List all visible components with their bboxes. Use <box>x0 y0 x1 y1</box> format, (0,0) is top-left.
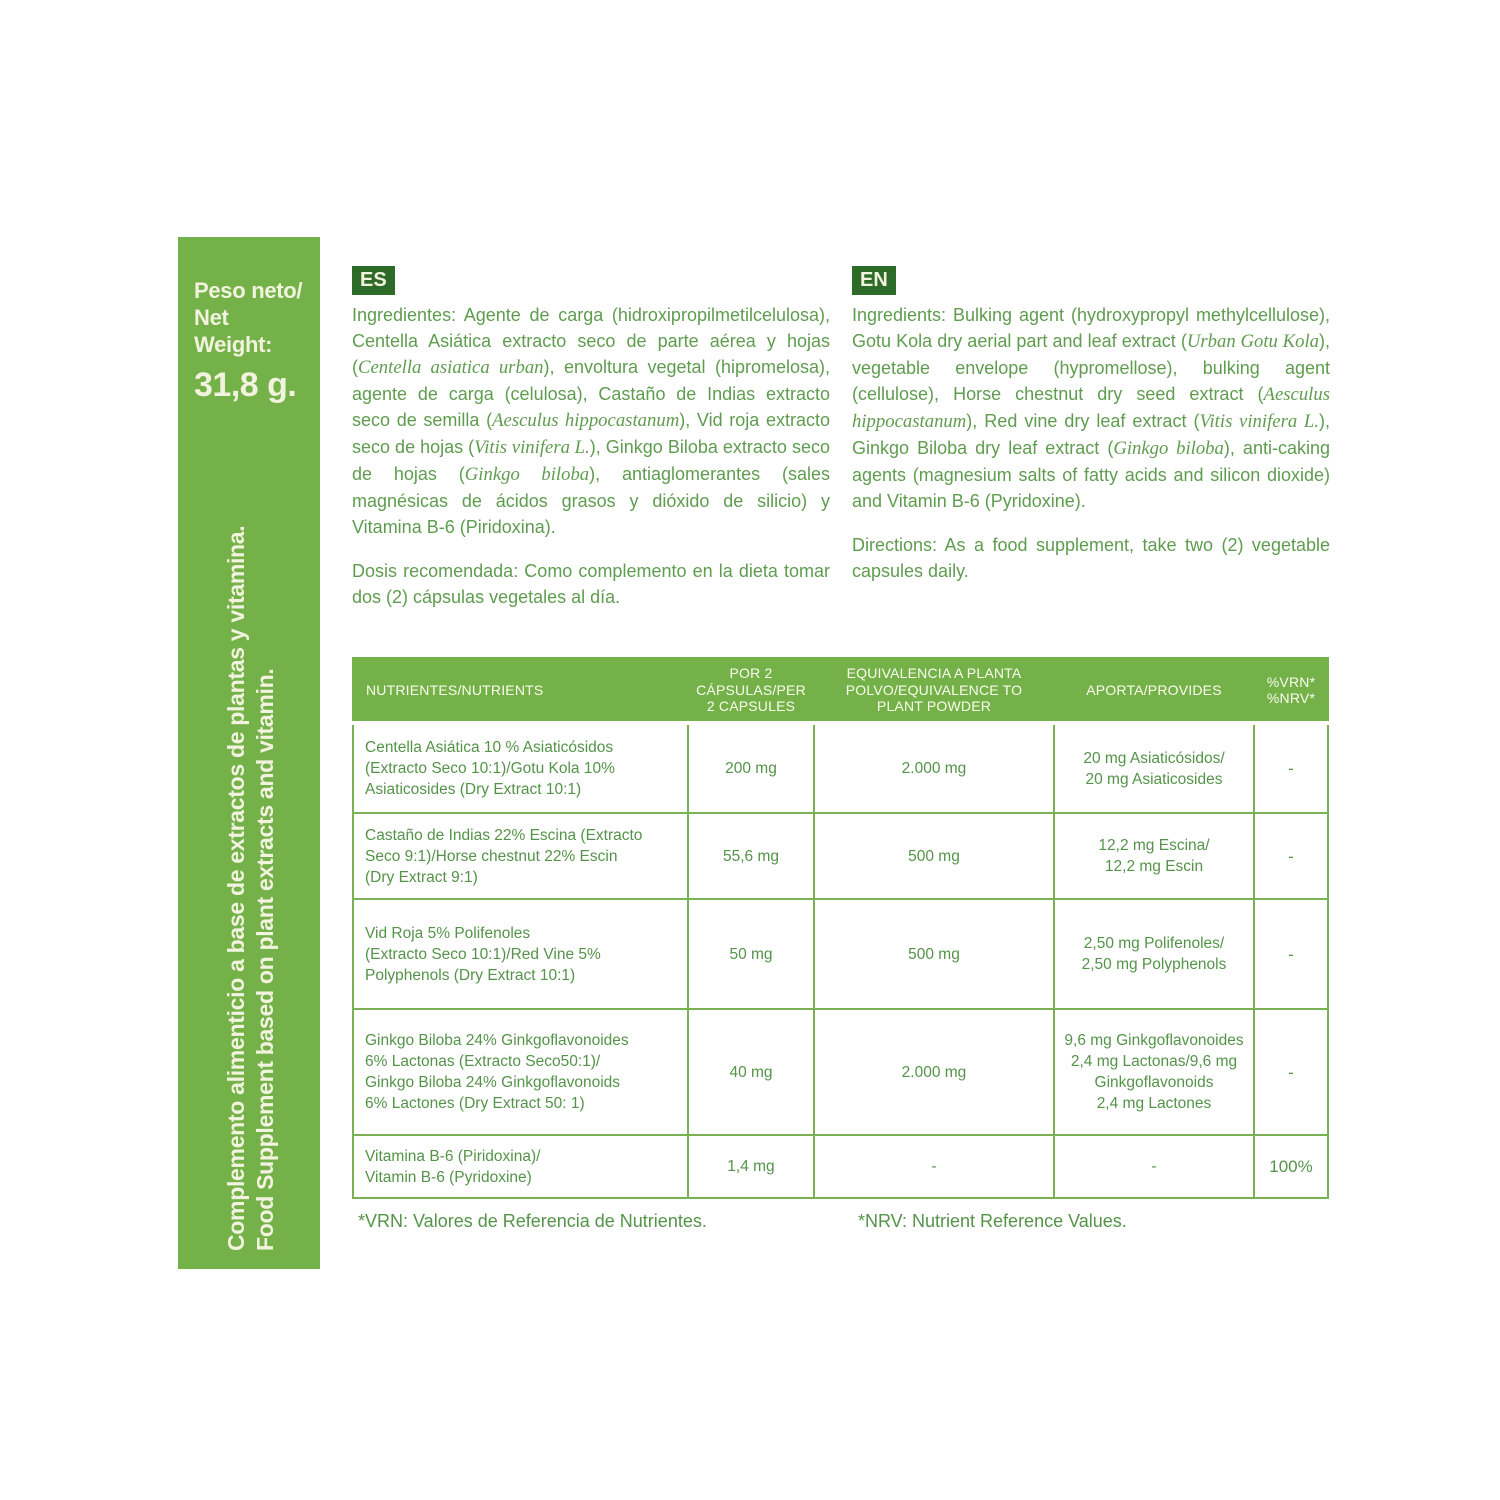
nrv-cell: - <box>1254 1009 1328 1135</box>
nrv-cell: - <box>1254 899 1328 1009</box>
latin-name-italic: Aesculus hippocastanum <box>492 410 680 431</box>
plant-powder-equivalence-cell: 2.000 mg <box>814 723 1054 813</box>
plant-powder-equivalence-cell: 500 mg <box>814 899 1054 1009</box>
directions-paragraph-en: Directions: As a food supplement, take two (2) vegetable capsules daily. <box>852 535 1330 581</box>
latin-name-italic: Vitis vinifera L. <box>1199 411 1319 432</box>
table-row <box>353 723 1328 813</box>
text-segment: ), anti-caking agents (magnesium salts of fatty acids and silicon dioxide) and Vitamin B-6 (Pyridoxine). <box>852 438 1330 511</box>
provides-cell: 12,2 mg Escina/ 12,2 mg Escin <box>1054 813 1254 899</box>
provides-cell: 2,50 mg Polifenoles/ 2,50 mg Polyphenols <box>1054 899 1254 1009</box>
footnote-vrn: *VRN: Valores de Referencia de Nutrientes. <box>358 1211 707 1231</box>
column-header: POR 2 CÁPSULAS/PER 2 CAPSULES <box>688 658 814 723</box>
column-header: APORTA/PROVIDES <box>1054 658 1254 723</box>
text-segment: ), Vid roja extracto seco de hojas ( <box>352 410 831 457</box>
nutrients-table-head <box>353 658 1328 723</box>
per-2-capsules-cell: 200 mg <box>688 723 814 813</box>
net-weight-label: Peso neto/ Net Weight: <box>194 278 303 357</box>
provides-cell: - <box>1054 1135 1254 1198</box>
english-column <box>852 266 1330 584</box>
header-row <box>353 658 1328 723</box>
latin-name-italic: Centella asiatica urban <box>358 357 544 378</box>
text-segment: ), Ginkgo Biloba extracto seco de hojas ( <box>352 437 830 484</box>
name-cell: Centella Asiática 10 % Asiaticósidos (Extracto Seco 10:1)/Gotu Kola 10% Asiaticosides (Dry Extract 10:1) <box>353 723 688 813</box>
sidebar <box>178 237 320 1269</box>
net-weight-value: 31,8 g. <box>194 366 297 404</box>
text-segment: ), envoltura vegetal (hipromelosa), agente de carga (celulosa), Castaño de Indias extracto seco de semilla ( <box>352 357 830 430</box>
plant-powder-equivalence-cell: 500 mg <box>814 813 1054 899</box>
language-badge-en: EN <box>852 266 896 295</box>
provides-cell: 9,6 mg Ginkgoflavonoides 2,4 mg Lactonas/9,6 mg Ginkgoflavonoids 2,4 mg Lactones <box>1054 1009 1254 1135</box>
nrv-cell: - <box>1254 813 1328 899</box>
name-cell: Castaño de Indias 22% Escina (Extracto Seco 9:1)/Horse chestnut 22% Escin (Dry Extract 9:1) <box>353 813 688 899</box>
text-segment: ), Ginkgo Biloba dry leaf extract ( <box>852 411 1330 458</box>
table-row <box>353 899 1328 1009</box>
provides-cell: 20 mg Asiaticósidos/ 20 mg Asiaticosides <box>1054 723 1254 813</box>
plant-powder-equivalence-cell: 2.000 mg <box>814 1009 1054 1135</box>
text-segment: Ingredientes: Agente de carga (hidroxipropilmetilcelulosa), Centella Asiática extracto seco de parte aérea y hojas ( <box>352 305 830 377</box>
column-header: %VRN* %NRV* <box>1254 658 1328 723</box>
nutrients-table-body <box>353 723 1328 1198</box>
table-row <box>353 1009 1328 1135</box>
name-cell: Vid Roja 5% Polifenoles (Extracto Seco 10:1)/Red Vine 5% Polyphenols (Dry Extract 10:1) <box>353 899 688 1009</box>
column-header: EQUIVALENCIA A PLANTA POLVO/EQUIVALENCE TO PLANT POWDER <box>814 658 1054 723</box>
dosage-paragraph-es: Dosis recomendada: Como complemento en la dieta tomar dos (2) cápsulas vegetales al día. <box>352 561 830 607</box>
latin-name-italic: Urban Gotu Kola <box>1186 331 1320 352</box>
ingredients-paragraph-en <box>852 302 1330 514</box>
column-header: NUTRIENTES/NUTRIENTS <box>353 658 688 723</box>
per-2-capsules-cell: 1,4 mg <box>688 1135 814 1198</box>
name-cell: Ginkgo Biloba 24% Ginkgoflavonoides 6% Lactonas (Extracto Seco50:1)/ Ginkgo Biloba 24% Ginkgoflavonoids 6% Lactones (Dry Extract 50: 1) <box>353 1009 688 1135</box>
vertical-text-en: Food Supplement based on plant extracts and vitamin. <box>252 668 278 1251</box>
nrv-cell: 100% <box>1254 1135 1328 1198</box>
text-segment: ), antiaglomerantes (sales magnésicas de ácidos grasos y dióxido de silicio) y Vitamina B-6 (Piridoxina). <box>352 464 830 537</box>
sidebar-vertical-text <box>222 526 280 1251</box>
table-row <box>353 813 1328 899</box>
latin-name-italic: Aesculus hippocastanum <box>852 384 1330 432</box>
text-segment: Ingredients: Bulking agent (hydroxypropyl methylcellulose), Gotu Kola dry aerial part and leaf extract ( <box>852 305 1330 351</box>
name-cell: Vitamina B-6 (Piridoxina)/ Vitamin B-6 (Pyridoxine) <box>353 1135 688 1198</box>
per-2-capsules-cell: 55,6 mg <box>688 813 814 899</box>
spanish-column <box>352 266 830 610</box>
vertical-text-es: Complemento alimenticio a base de extractos de plantas y vitamina. <box>223 525 249 1251</box>
latin-name-italic: Vitis vinifera L. <box>474 437 590 458</box>
ingredients-paragraph-es <box>352 302 830 540</box>
text-segment: ), vegetable envelope (hypromellose), bulking agent (cellulose), Horse chestnut dry seed extract ( <box>852 331 1331 404</box>
per-2-capsules-cell: 40 mg <box>688 1009 814 1135</box>
plant-powder-equivalence-cell: - <box>814 1135 1054 1198</box>
per-2-capsules-cell: 50 mg <box>688 899 814 1009</box>
language-badge-es: ES <box>352 266 395 295</box>
footnote-nrv: *NRV: Nutrient Reference Values. <box>858 1211 1127 1231</box>
text-segment: ), Red vine dry leaf extract ( <box>966 411 1200 431</box>
latin-name-italic: Ginkgo biloba <box>464 464 590 485</box>
nrv-cell: - <box>1254 723 1328 813</box>
table-row <box>353 1135 1328 1198</box>
nutrients-table <box>352 657 1329 1199</box>
latin-name-italic: Ginkgo biloba <box>1113 438 1224 459</box>
